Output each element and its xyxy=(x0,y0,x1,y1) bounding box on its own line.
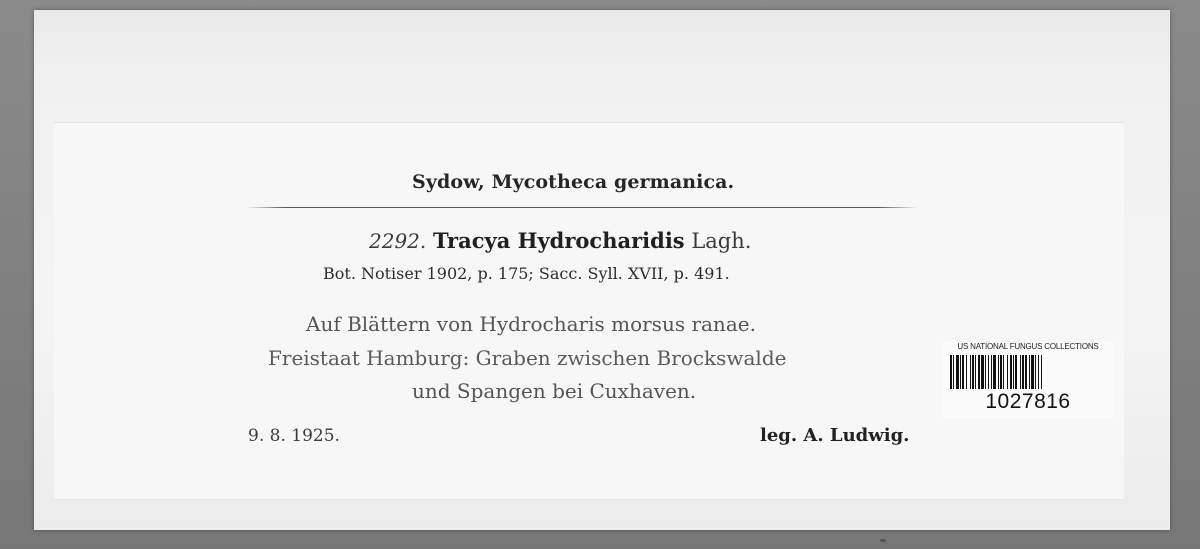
locality-line-1: Auf Blättern von Hydrocharis morsus ranae. xyxy=(306,312,756,336)
taxon-line xyxy=(369,228,751,253)
locality-line-3: und Spangen bei Cuxhaven. xyxy=(412,379,697,403)
taxon-name: Tracya Hydrocharidis xyxy=(432,228,685,253)
barcode-number: 1027816 xyxy=(985,390,1071,413)
heading-divider xyxy=(246,207,918,208)
dust-speck xyxy=(880,539,886,542)
barcode-caption: US NATIONAL FUNGUS COLLECTIONS xyxy=(957,342,1099,351)
collection-date: 9. 8. 1925. xyxy=(248,426,340,446)
exsiccata-heading: Sydow, Mycotheca germanica. xyxy=(412,171,735,193)
collector-name: leg. A. Ludwig. xyxy=(760,425,910,446)
literature-citation: Bot. Notiser 1902, p. 175; Sacc. Syll. XVII, p. 491. xyxy=(323,264,730,283)
barcode-image xyxy=(950,355,1106,389)
exsiccata-number: 2292. xyxy=(369,229,427,253)
taxon-author: Lagh. xyxy=(691,229,752,253)
locality-line-2: Freistaat Hamburg: Graben zwischen Brockswalde xyxy=(268,346,787,370)
barcode-label xyxy=(942,342,1114,418)
